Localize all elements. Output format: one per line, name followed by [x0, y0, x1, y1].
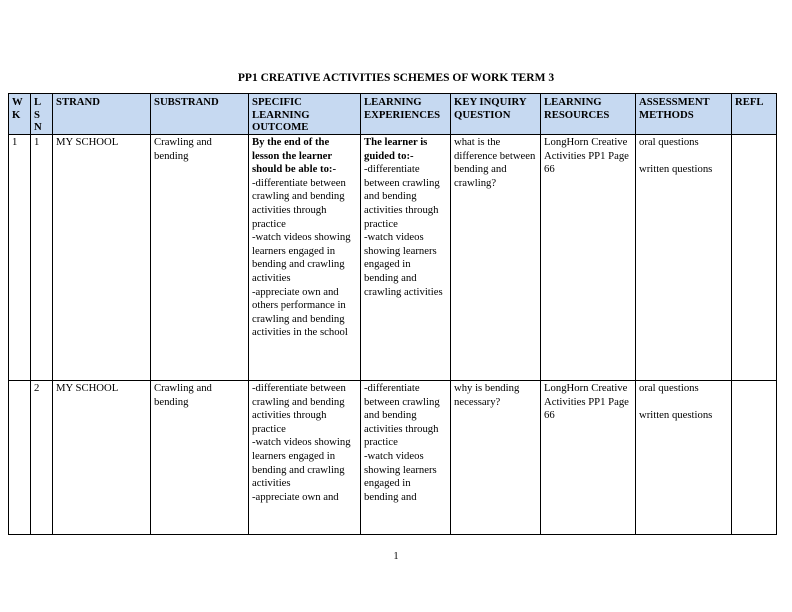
table-row	[9, 381, 777, 535]
cell-reflection	[732, 381, 777, 535]
cell-learning-resources: LongHorn Creative Activities PP1 Page 66	[541, 135, 636, 381]
experiences-intro: The learner is guided to:-	[364, 136, 428, 162]
cell-assessment-methods: oral questions written questions	[636, 381, 732, 535]
header-learning-resources: LEARNING RESOURCES	[541, 94, 636, 135]
cell-substrand: Crawling and bending	[151, 381, 249, 535]
document-title: PP1 CREATIVE ACTIVITIES SCHEMES OF WORK TERM 3	[237, 72, 555, 84]
outcome-intro: By the end of the lesson the learner should be able to:-	[252, 136, 337, 176]
cell-lesson: 2	[31, 381, 53, 535]
outcome-text: -differentiate between crawling and bending activities through practice -watch videos showing learners engaged in bending and crawling activities -appreciate own and others performance in crawling and bending activities in the school	[252, 176, 351, 339]
cell-week: 1	[9, 135, 31, 381]
header-reflection: REFL	[732, 94, 777, 135]
header-assessment-methods: ASSESSMENT METHODS	[636, 94, 732, 135]
cell-learning-experiences	[361, 381, 451, 535]
cell-specific-learning-outcome	[249, 135, 361, 381]
cell-strand: MY SCHOOL	[53, 135, 151, 381]
header-wk: W K	[9, 94, 31, 135]
cell-learning-experiences	[361, 135, 451, 381]
schemes-of-work-table	[8, 93, 777, 535]
experiences-text: -differentiate between crawling and bending activities through practice -watch videos showing learners engaged in bending and crawling activities	[364, 163, 443, 298]
header-key-inquiry-question: KEY INQUIRY QUESTION	[451, 94, 541, 135]
cell-key-inquiry-question: what is the difference between bending and crawling?	[451, 135, 541, 381]
header-learning-experiences: LEARNING EXPERIENCES	[361, 94, 451, 135]
experiences-text: -differentiate between crawling and bending activities through practice -watch videos showing learners engaged in bending and	[364, 382, 440, 503]
header-lsn: L S N	[31, 94, 53, 135]
cell-substrand: Crawling and bending	[151, 135, 249, 381]
outcome-text: -differentiate between crawling and bending activities through practice -watch videos showing learners engaged in bending and crawling activities -appreciate own and	[252, 382, 351, 503]
table-row	[9, 135, 777, 381]
header-specific-learning-outcome: SPECIFIC LEARNING OUTCOME	[249, 94, 361, 135]
cell-key-inquiry-question: why is bending necessary?	[451, 381, 541, 535]
cell-week	[9, 381, 31, 535]
cell-learning-resources: LongHorn Creative Activities PP1 Page 66	[541, 381, 636, 535]
cell-reflection	[732, 135, 777, 381]
cell-lesson: 1	[31, 135, 53, 381]
cell-specific-learning-outcome	[249, 381, 361, 535]
cell-strand: MY SCHOOL	[53, 381, 151, 535]
header-strand: STRAND	[53, 94, 151, 135]
cell-assessment-methods: oral questions written questions	[636, 135, 732, 381]
header-row	[9, 94, 777, 135]
page-number: 1	[393, 551, 399, 562]
header-substrand: SUBSTRAND	[151, 94, 249, 135]
